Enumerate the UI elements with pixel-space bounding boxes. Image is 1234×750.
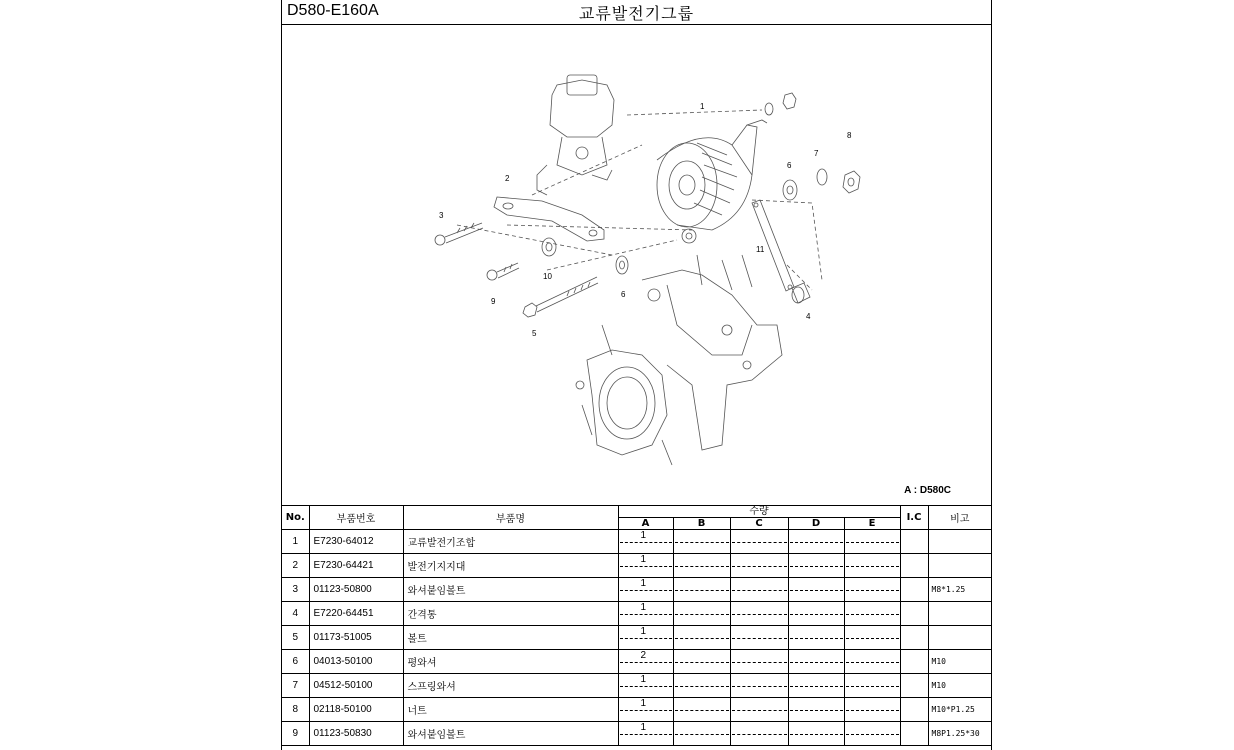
row-ic [900, 554, 928, 578]
row-qty-c [730, 626, 788, 650]
row-ic [900, 626, 928, 650]
row-qty-b [673, 626, 730, 650]
row-remark [928, 626, 991, 650]
header-part-no: 부품번호 [309, 506, 403, 530]
row-qty-c [730, 722, 788, 746]
row-remark [928, 554, 991, 578]
row-qty-c [730, 554, 788, 578]
row-no: 6 [282, 650, 309, 674]
row-no: 9 [282, 722, 309, 746]
table-row [282, 578, 991, 602]
row-qty-a [618, 674, 673, 698]
row-qty-b [673, 650, 730, 674]
row-no: 5 [282, 626, 309, 650]
row-qty-c [730, 650, 788, 674]
row-ic [900, 578, 928, 602]
row-no: 3 [282, 578, 309, 602]
row-qty-e [844, 578, 900, 602]
row-ic [900, 722, 928, 746]
qty-value: 1 [640, 626, 647, 637]
row-part-no: 04512-50100 [309, 674, 403, 698]
row-qty-d [788, 578, 844, 602]
row-no: 7 [282, 674, 309, 698]
qty-value: 1 [640, 698, 647, 709]
table-row [282, 650, 991, 674]
row-qty-e [844, 530, 900, 554]
row-part-name: 와셔붙임볼트 [403, 578, 618, 602]
model-note: A : D580C [904, 485, 951, 496]
page-title: 교류발전기그룹 [578, 4, 695, 23]
row-qty-a [618, 650, 673, 674]
row-qty-b [673, 578, 730, 602]
callout-11: 11 [756, 245, 765, 254]
row-part-name: 평와셔 [403, 650, 618, 674]
row-qty-d [788, 722, 844, 746]
row-remark: M8P1.25*30 [928, 722, 991, 746]
row-qty-a [618, 722, 673, 746]
row-qty-e [844, 626, 900, 650]
row-qty-a [618, 602, 673, 626]
row-ic [900, 674, 928, 698]
callout-9: 9 [491, 297, 496, 306]
qty-value: 1 [640, 530, 647, 541]
row-remark: M10*P1.25 [928, 698, 991, 722]
row-qty-b [673, 602, 730, 626]
header-qty-e: E [844, 518, 900, 530]
header-qty: 수량 [618, 506, 900, 518]
parts-table [282, 505, 991, 746]
row-part-name: 스프링와셔 [403, 674, 618, 698]
callout-2: 2 [505, 174, 510, 183]
row-qty-d [788, 554, 844, 578]
table-row [282, 530, 991, 554]
row-qty-e [844, 602, 900, 626]
callout-5: 5 [532, 329, 537, 338]
table-row [282, 554, 991, 578]
row-ic [900, 650, 928, 674]
callout-8: 8 [847, 131, 852, 140]
header-qty-c: C [730, 518, 788, 530]
row-qty-b [673, 722, 730, 746]
alternator-diagram-svg [282, 25, 991, 505]
row-part-no: 02118-50100 [309, 698, 403, 722]
callout-3: 3 [439, 211, 444, 220]
row-part-no: E7230-64421 [309, 554, 403, 578]
row-remark: M10 [928, 674, 991, 698]
row-qty-c [730, 674, 788, 698]
row-qty-d [788, 650, 844, 674]
row-qty-a [618, 626, 673, 650]
header-no: No. [282, 506, 309, 530]
row-no: 4 [282, 602, 309, 626]
row-qty-d [788, 602, 844, 626]
header-ic: I.C [900, 506, 928, 530]
row-qty-a [618, 578, 673, 602]
table-row [282, 674, 991, 698]
row-qty-e [844, 650, 900, 674]
row-part-no: 04013-50100 [309, 650, 403, 674]
row-ic [900, 602, 928, 626]
doc-code: D580-E160A [287, 2, 379, 19]
row-qty-d [788, 674, 844, 698]
callout-1: 1 [700, 102, 705, 111]
row-qty-b [673, 530, 730, 554]
row-qty-d [788, 626, 844, 650]
row-ic [900, 530, 928, 554]
row-part-no: 01173-51005 [309, 626, 403, 650]
row-part-no: E7220-64451 [309, 602, 403, 626]
row-qty-b [673, 698, 730, 722]
row-qty-e [844, 722, 900, 746]
row-qty-e [844, 698, 900, 722]
row-qty-c [730, 578, 788, 602]
row-ic [900, 698, 928, 722]
row-qty-e [844, 674, 900, 698]
table-row [282, 698, 991, 722]
header-qty-b: B [673, 518, 730, 530]
qty-value: 1 [640, 674, 647, 685]
row-qty-b [673, 554, 730, 578]
header-part-name: 부품명 [403, 506, 618, 530]
row-part-no: 01123-50830 [309, 722, 403, 746]
qty-value: 1 [640, 554, 647, 565]
row-part-name: 발전기지지대 [403, 554, 618, 578]
callout-4: 4 [806, 312, 811, 321]
row-qty-a [618, 554, 673, 578]
qty-value: 1 [640, 602, 647, 613]
qty-value: 1 [640, 578, 647, 589]
callout-7: 7 [814, 149, 819, 158]
row-part-name: 너트 [403, 698, 618, 722]
exploded-diagram [282, 25, 991, 505]
row-part-no: 01123-50800 [309, 578, 403, 602]
row-qty-e [844, 554, 900, 578]
header-qty-a: A [618, 518, 673, 530]
callout-labels [439, 102, 852, 338]
qty-value: 2 [640, 650, 647, 661]
table-row [282, 602, 991, 626]
row-part-name: 교류발전기조합 [403, 530, 618, 554]
row-remark [928, 602, 991, 626]
row-remark [928, 530, 991, 554]
row-part-no: E7230-64012 [309, 530, 403, 554]
header-qty-d: D [788, 518, 844, 530]
table-row [282, 722, 991, 746]
row-no: 2 [282, 554, 309, 578]
qty-value: 1 [640, 722, 647, 733]
parts-sheet [281, 0, 992, 750]
table-row [282, 626, 991, 650]
row-part-name: 간격통 [403, 602, 618, 626]
row-qty-b [673, 674, 730, 698]
callout-6-upper: 6 [787, 161, 792, 170]
row-qty-d [788, 698, 844, 722]
row-qty-c [730, 530, 788, 554]
callout-10: 10 [543, 272, 552, 281]
callout-6-lower: 6 [621, 290, 626, 299]
row-qty-c [730, 698, 788, 722]
row-no: 1 [282, 530, 309, 554]
row-remark: M10 [928, 650, 991, 674]
row-part-name: 와셔붙임볼트 [403, 722, 618, 746]
row-qty-a [618, 698, 673, 722]
sheet-header [282, 0, 991, 25]
row-part-name: 볼트 [403, 626, 618, 650]
row-no: 8 [282, 698, 309, 722]
row-qty-a [618, 530, 673, 554]
header-remark: 비고 [928, 506, 991, 530]
row-qty-c [730, 602, 788, 626]
row-qty-d [788, 530, 844, 554]
row-remark: M8*1.25 [928, 578, 991, 602]
